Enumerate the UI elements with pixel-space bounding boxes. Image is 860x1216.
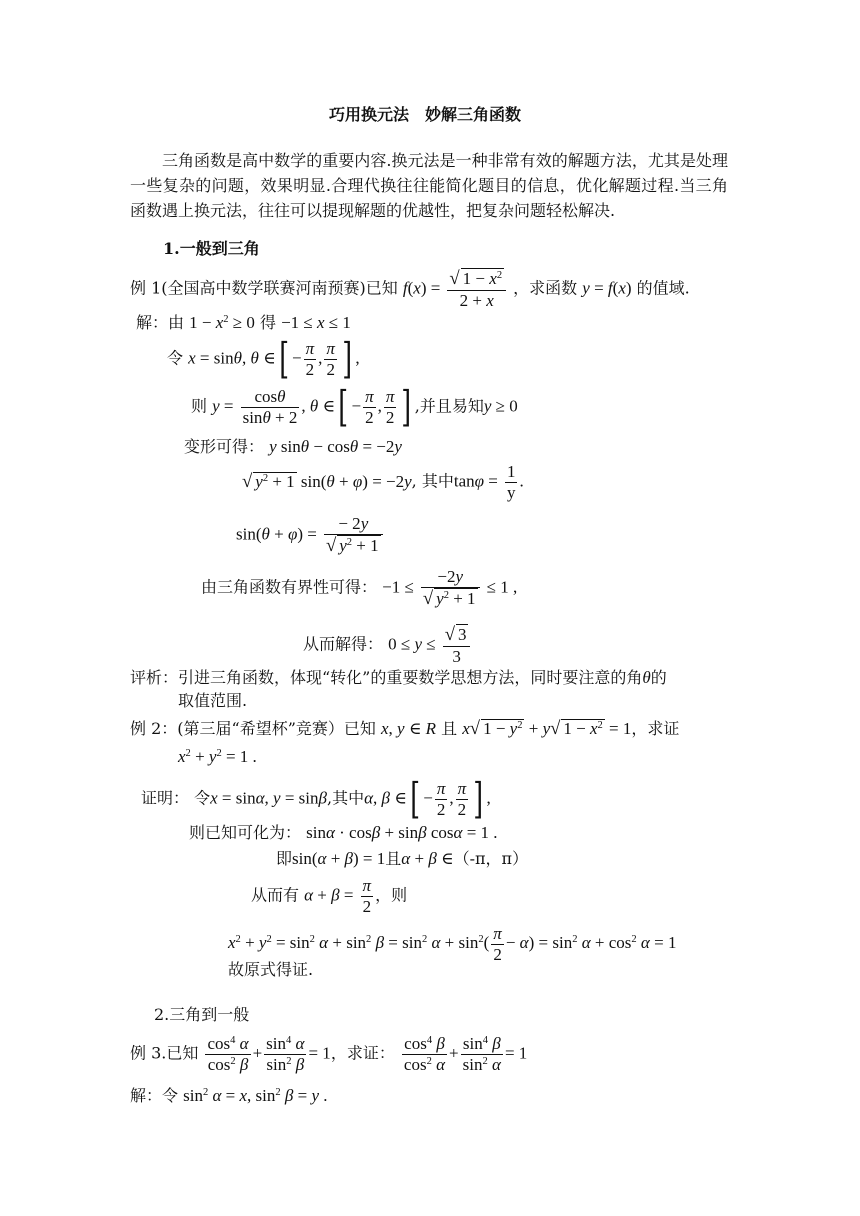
comment-line-2: 取值范围. (178, 691, 248, 710)
section-heading-2: 2.三角到一般 (154, 1005, 250, 1024)
proof-ie-line: 即sin(α + β) = 1且α + β ∈（-π，π） (276, 849, 529, 868)
proof-hence-line: 从而有 α + β = $\frac{\pi}{2}$ ，则 (251, 876, 408, 916)
substitution-line: 令 x = sinθ, θ ∈[ − $\frac{\pi}{2}$ , $\frac{\pi}{2}$ ] , (167, 334, 360, 383)
intro-paragraph: 三角函数是高中数学的重要内容.换元法是一种非常有效的解题方法，尤其是处理一些复杂的问题，效果明显.合理代换往往能简化题目的信息，优化解题过程.当三角函数遇上换元法，往往可以提现解题的优越性，把复杂问题轻松解决. (130, 151, 728, 220)
comment-line-1: 评析：引进三角函数，体现“转化”的重要数学思想方法，同时要注意的角θ的 (130, 668, 667, 687)
bounded-line: 由三角函数有界性可得： −1 ≤ $\frac{-2y}{√ y^2 + 1}$ ≤ 1 , (201, 567, 518, 609)
document-title: 巧用换元法 妙解三角函数 (329, 105, 522, 124)
y-expression-line: 则 y = $\frac{\cos\theta}{\sin\theta + 2}$ , θ ∈[ − $\frac{\pi}{2}$ , $\frac{\pi}{2}$ ] ,并且易知y ≥ 0 (191, 382, 518, 431)
proof-simplify-line: 则已知可化为： sinα · cosβ + sinβ cosα = 1 . (189, 823, 498, 842)
solution-line-1: 解：由 $1 - x^2 \ge 0$ 得 −1 ≤ x ≤ 1 (136, 313, 351, 332)
example-1-statement: 例 1(全国高中数学联赛河南预赛)已知 f(x) = $\frac{√ 1 - x^2}{2 + x}$ ，求函数 y = f(x) 的值域. (130, 268, 690, 310)
example-3-statement: 例 3.已知 $\frac{\cos^4 \alpha}{\cos^2 \beta}$ + $\frac{\sin^4 \alpha}{\sin^2 \beta}$ = 1，求证： $\frac{\cos^4 \beta}{\cos^2 \alpha}$ + $\frac{\sin^4 \beta}{\sin^2 \alpha}$ = 1 (130, 1034, 528, 1074)
sine-sum-line: sin(θ + φ) = $\frac{- 2y}{√ y^2 + 1}$ (236, 514, 385, 556)
section-heading-1: 1.一般到三角 (163, 239, 260, 258)
proof-substitution-line: 证明： 令x = sinα, y = sinβ,其中α, β ∈[ − $\frac{\pi}{2}$ , $\frac{\pi}{2}$ ] , (141, 774, 491, 823)
proof-conclusion: 故原式得证. (228, 960, 314, 979)
example-2-goal: $x^2 + y^2 = 1$ . (178, 747, 257, 766)
amplitude-line: √ $y^2 + 1$ sin(θ + φ) = −2y, 其中tanφ = $\frac{1}{y}$ . (242, 462, 524, 502)
transform-line: 变形可得： y sinθ − cosθ = −2y (184, 437, 402, 456)
example-1-label: 例 1(全国高中数学联赛河南预赛)已知 (130, 278, 398, 298)
example-2-statement: 例 2：(第三届“希望杯”竞赛）已知 x, y ∈ R 且 x√ $1 - y^2 + y√$ $1 - x^2 = 1$，求证 (130, 718, 680, 739)
proof-identity-line: $x^2 + y^2 = \sin^2 \alpha + \sin^2 \beta = \sin^2 \alpha + \sin^2$( $\frac{\pi}{2}$ − $\alpha) = \sin^2 \alpha + \cos^2 \alpha = 1$ (228, 924, 677, 964)
fraction: $\frac{√ 1 - x^2}{2 + x}$ (447, 268, 506, 310)
example-3-solution: 解：令 $\sin^2 \alpha = x$, $\sin^2 \beta = y$ . (130, 1086, 328, 1105)
result-line: 从而解得： 0 ≤ y ≤ $\frac{√ 3}{3}$ (303, 624, 472, 666)
